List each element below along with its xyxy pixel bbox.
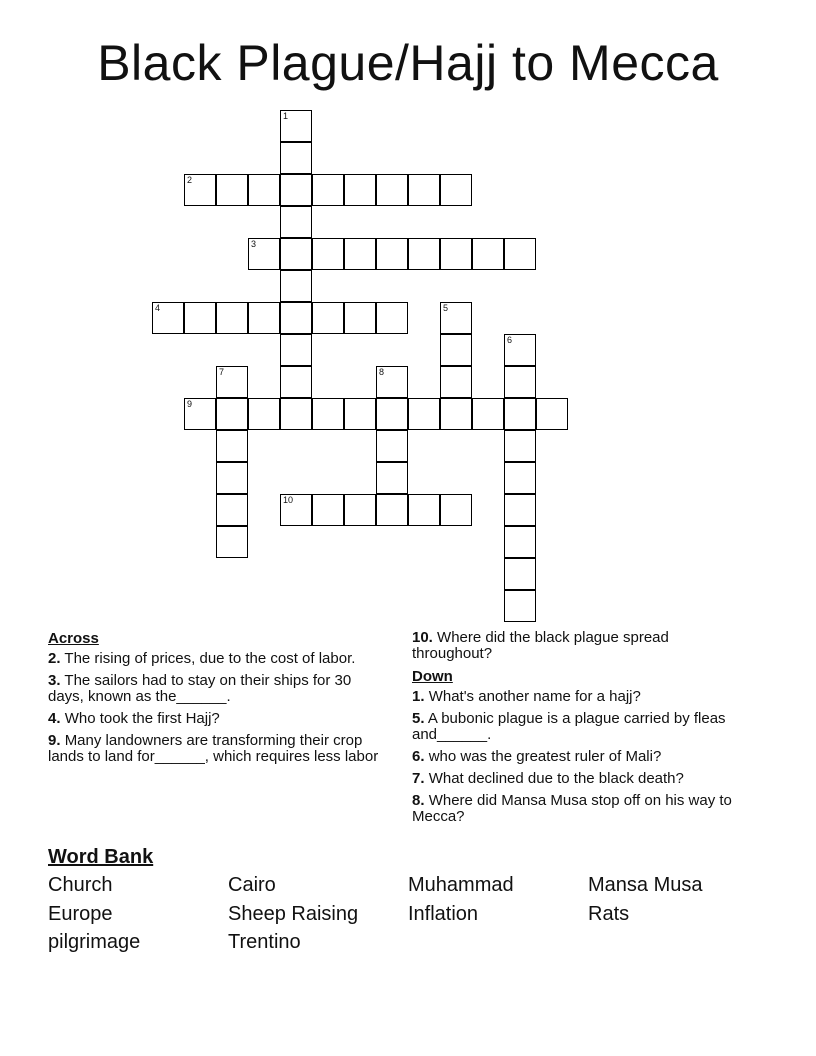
crossword-cell[interactable] <box>408 494 440 526</box>
clue-text: Where did the black plague spread throughout? <box>412 629 669 662</box>
crossword-cell[interactable] <box>280 142 312 174</box>
crossword-cell[interactable] <box>440 366 472 398</box>
down-heading: Down <box>412 668 453 685</box>
crossword-cell[interactable] <box>280 494 312 526</box>
clue-down-5 <box>412 711 752 743</box>
crossword-cell[interactable] <box>344 398 376 430</box>
crossword-cell[interactable] <box>216 462 248 494</box>
crossword-cell[interactable] <box>280 174 312 206</box>
crossword-cell[interactable] <box>312 238 344 270</box>
crossword-cell[interactable] <box>504 462 536 494</box>
crossword-cell[interactable] <box>248 174 280 206</box>
page-title: Black Plague/Hajj to Mecca <box>97 35 719 91</box>
crossword-cell[interactable] <box>344 494 376 526</box>
crossword-cell[interactable] <box>504 366 536 398</box>
word-bank-title: Word Bank <box>48 846 154 868</box>
clue-number: 1. <box>412 688 425 705</box>
crossword-cell[interactable] <box>440 494 472 526</box>
crossword-cell[interactable] <box>408 174 440 206</box>
crossword-cell[interactable] <box>504 558 536 590</box>
word-bank-item: Europe <box>48 902 113 925</box>
clue-across-3 <box>48 673 388 705</box>
crossword-cell[interactable] <box>408 238 440 270</box>
clue-number-label: 2 <box>187 175 193 185</box>
clue-text: Where did Mansa Musa stop off on his way to Mecca? <box>412 792 732 825</box>
clue-number-label: 10 <box>283 495 294 505</box>
word-bank-item: Sheep Raising <box>228 902 359 925</box>
crossword-cell[interactable] <box>216 302 248 334</box>
crossword-cell[interactable] <box>472 238 504 270</box>
crossword-cell[interactable] <box>376 302 408 334</box>
crossword-cell[interactable] <box>376 462 408 494</box>
clue-number-label: 3 <box>251 239 257 249</box>
crossword-cell[interactable] <box>440 398 472 430</box>
crossword-cell[interactable] <box>376 174 408 206</box>
clue-number-label: 1 <box>283 111 289 121</box>
clue-number: 6. <box>412 748 425 765</box>
across-heading: Across <box>48 630 99 647</box>
clue-number: 9. <box>48 732 61 749</box>
crossword-cell[interactable] <box>376 494 408 526</box>
crossword-cell[interactable] <box>280 238 312 270</box>
crossword-cell[interactable] <box>280 110 312 142</box>
crossword-cell[interactable] <box>344 238 376 270</box>
crossword-cell[interactable] <box>504 590 536 622</box>
clue-number-label: 8 <box>379 367 385 377</box>
clue-across-4 <box>48 711 388 727</box>
word-bank <box>48 846 768 957</box>
crossword-cell[interactable] <box>344 174 376 206</box>
crossword-cell[interactable] <box>216 430 248 462</box>
crossword-cell[interactable] <box>376 430 408 462</box>
clue-number: 3. <box>48 672 61 689</box>
clue-text: Who took the first Hajj? <box>64 710 220 727</box>
crossword-cell[interactable] <box>280 270 312 302</box>
crossword-cell[interactable] <box>280 398 312 430</box>
clue-down-7 <box>412 771 752 787</box>
crossword-cell[interactable] <box>504 238 536 270</box>
crossword-cell[interactable] <box>536 398 568 430</box>
clue-text: What declined due to the black death? <box>428 770 684 787</box>
clue-across-2 <box>48 651 388 667</box>
clue-across-10 <box>412 630 752 662</box>
crossword-cell[interactable] <box>472 398 504 430</box>
clue-number: 7. <box>412 770 425 787</box>
crossword-cell[interactable] <box>504 334 536 366</box>
down-clues <box>412 630 752 831</box>
clue-text: What's another name for a hajj? <box>428 688 641 705</box>
word-bank-item: Cairo <box>228 874 276 896</box>
crossword-cell[interactable] <box>152 302 184 334</box>
clue-text: The rising of prices, due to the cost of labor. <box>64 650 356 667</box>
clue-number: 2. <box>48 650 61 667</box>
clue-number-label: 7 <box>219 367 225 377</box>
crossword-cell[interactable] <box>312 398 344 430</box>
crossword-cell[interactable] <box>248 398 280 430</box>
word-bank-item: Rats <box>588 902 630 925</box>
word-bank-item: pilgrimage <box>48 931 141 953</box>
clue-number-label: 5 <box>443 303 449 313</box>
crossword-cell[interactable] <box>440 238 472 270</box>
clue-number: 4. <box>48 710 61 727</box>
word-bank-item: Trentino <box>228 931 301 953</box>
clue-text: who was the greatest ruler of Mali? <box>428 748 662 765</box>
clue-across-9 <box>48 733 388 765</box>
clue-number-label: 4 <box>155 303 161 313</box>
clue-text: A bubonic plague is a plague carried by fleas and______. <box>412 710 726 743</box>
crossword-cell[interactable] <box>440 302 472 334</box>
clue-down-1 <box>412 689 752 705</box>
word-bank-item: Inflation <box>408 902 479 925</box>
across-clues <box>48 630 388 771</box>
crossword-cell[interactable] <box>280 366 312 398</box>
crossword-cell[interactable] <box>184 398 216 430</box>
crossword-cell[interactable] <box>312 302 344 334</box>
clue-number: 10. <box>412 629 433 646</box>
crossword-cell[interactable] <box>504 430 536 462</box>
crossword-cell[interactable] <box>216 398 248 430</box>
crossword-cell[interactable] <box>216 526 248 558</box>
crossword-cell[interactable] <box>248 302 280 334</box>
crossword-cell[interactable] <box>280 334 312 366</box>
crossword-cell[interactable] <box>312 494 344 526</box>
crossword-cell[interactable] <box>376 366 408 398</box>
crossword-cell[interactable] <box>440 174 472 206</box>
clue-text: Many landowners are transforming their crop lands to land for______, which requires less labor <box>48 732 379 765</box>
crossword-cell[interactable] <box>216 366 248 398</box>
crossword-cell[interactable] <box>312 174 344 206</box>
crossword-cell[interactable] <box>216 174 248 206</box>
word-bank-item: Mansa Musa <box>588 874 703 896</box>
crossword-cell[interactable] <box>504 494 536 526</box>
clue-number: 5. <box>412 710 425 727</box>
crossword-cell[interactable] <box>504 526 536 558</box>
crossword-cell[interactable] <box>344 302 376 334</box>
clue-text: The sailors had to stay on their ships for 30 days, known as the______. <box>48 672 352 705</box>
crossword-cell[interactable] <box>376 398 408 430</box>
word-bank-item: Muhammad <box>408 874 514 896</box>
crossword-cell[interactable] <box>504 398 536 430</box>
crossword-cell[interactable] <box>184 302 216 334</box>
clue-down-6 <box>412 749 752 765</box>
crossword-cell[interactable] <box>280 302 312 334</box>
crossword-cell[interactable] <box>280 206 312 238</box>
crossword-cell[interactable] <box>248 238 280 270</box>
clue-number: 8. <box>412 792 425 809</box>
clue-down-8 <box>412 793 752 825</box>
clue-number-label: 9 <box>187 399 193 409</box>
crossword-cell[interactable] <box>440 334 472 366</box>
clue-number-label: 6 <box>507 335 513 345</box>
crossword-cell[interactable] <box>216 494 248 526</box>
crossword-cell[interactable] <box>184 174 216 206</box>
word-bank-item: Church <box>48 874 113 896</box>
crossword-cell[interactable] <box>376 238 408 270</box>
crossword-cell[interactable] <box>408 398 440 430</box>
